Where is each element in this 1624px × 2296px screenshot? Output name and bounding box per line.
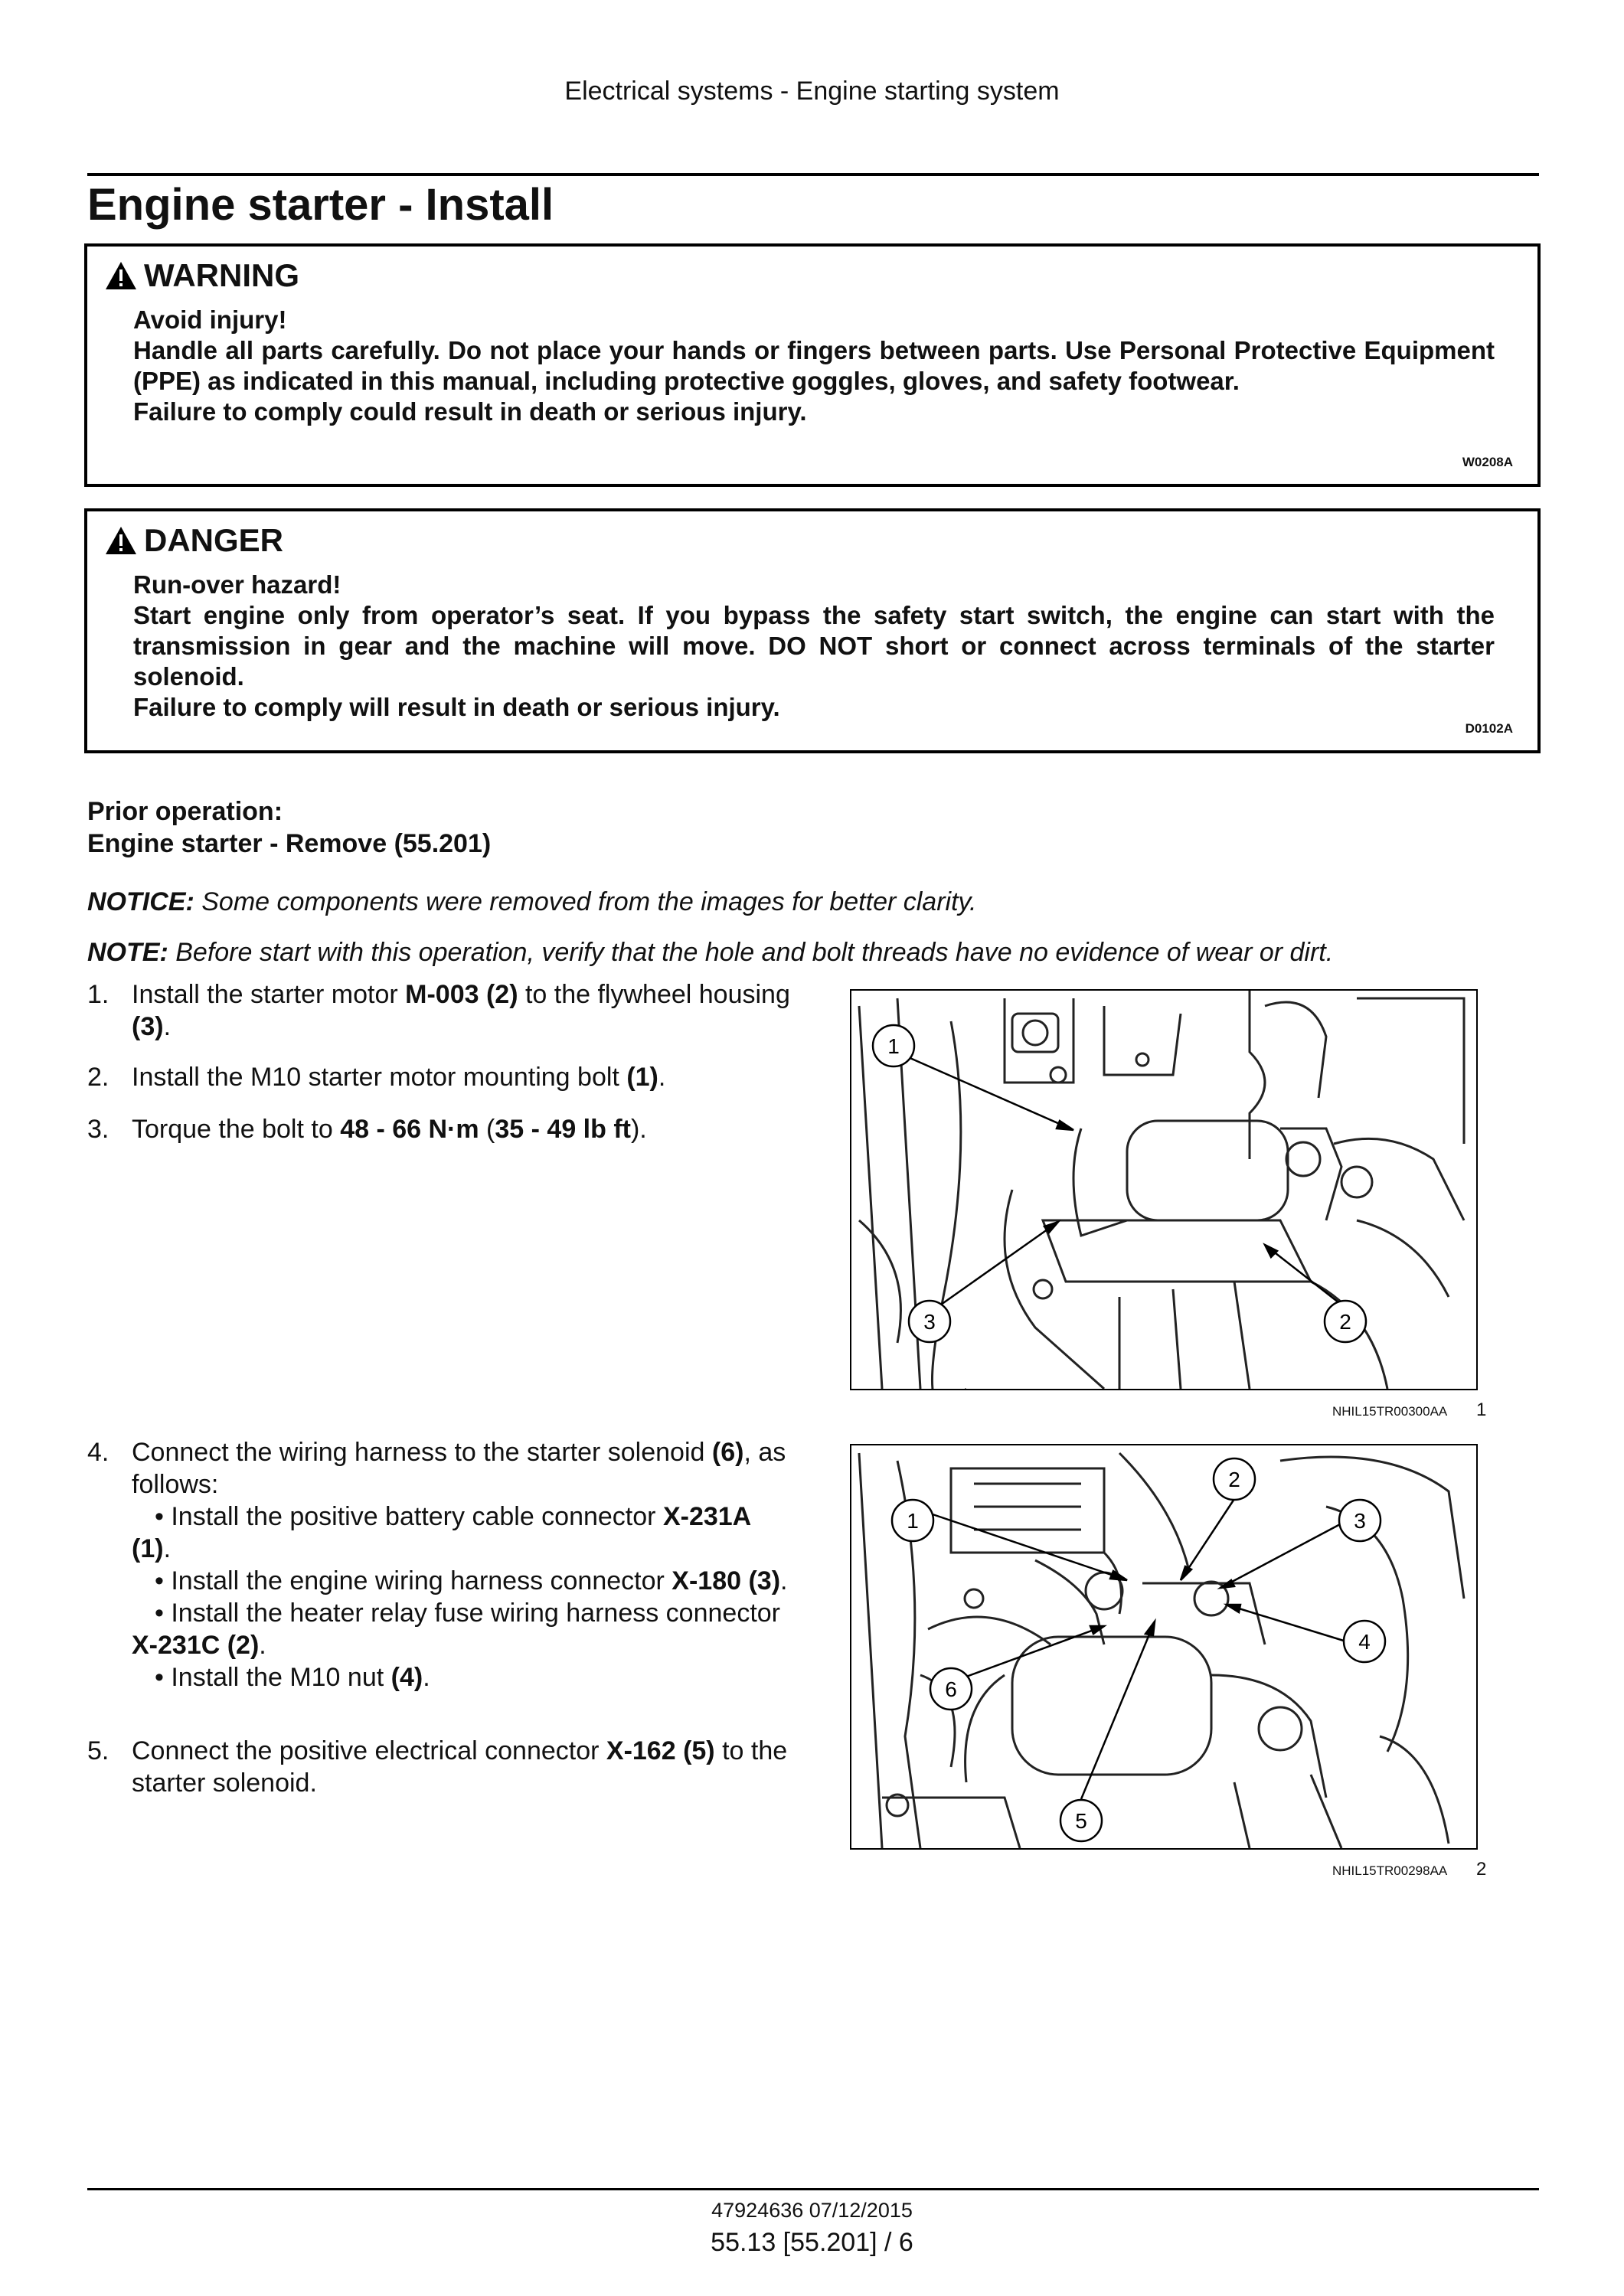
torque-value: 48 - 66 N·m bbox=[340, 1115, 479, 1144]
callout-1: 1 bbox=[887, 1034, 900, 1058]
step-2 bbox=[87, 1061, 792, 1093]
note-paragraph bbox=[87, 937, 1333, 968]
step-4 bbox=[87, 1436, 792, 1693]
step-text: Connect the wiring harness to the starter solenoid bbox=[132, 1438, 712, 1467]
danger-box bbox=[84, 508, 1541, 753]
step-text: . bbox=[423, 1663, 430, 1692]
part-ref: M-003 (2) bbox=[405, 980, 518, 1009]
step-3 bbox=[87, 1113, 792, 1145]
danger-text bbox=[133, 570, 1495, 723]
part-ref: (1) bbox=[626, 1063, 658, 1092]
step-text: ( bbox=[479, 1115, 495, 1144]
warning-line-3: Failure to comply could result in death or serious injury. bbox=[133, 397, 807, 426]
part-ref: (6) bbox=[711, 1438, 744, 1467]
callout-2: 2 bbox=[1228, 1468, 1240, 1491]
step-text: . bbox=[163, 1012, 172, 1041]
figure-2-number: 2 bbox=[1476, 1859, 1487, 1880]
warning-triangle-icon bbox=[104, 260, 138, 291]
step-text: . bbox=[163, 1534, 172, 1563]
step-text: Torque the bolt to bbox=[132, 1115, 341, 1144]
footer-rule bbox=[87, 2188, 1539, 2190]
step-4-bullet-3 bbox=[132, 1597, 792, 1661]
warning-box bbox=[84, 243, 1541, 487]
footer-page-number: 55.13 [55.201] / 6 bbox=[711, 2228, 913, 2257]
step-number: 4. bbox=[87, 1438, 109, 1467]
danger-heading-text: DANGER bbox=[144, 522, 284, 558]
callout-5: 5 bbox=[1075, 1809, 1087, 1833]
torque-value-imperial: 35 - 49 lb ft bbox=[495, 1115, 631, 1144]
part-ref: X-231A (1) bbox=[132, 1502, 750, 1563]
part-ref: (3) bbox=[132, 1012, 164, 1041]
danger-line-2: Start engine only from operator’s seat. If you bypass the safety start switch, the engine can start with the transmission in gear and the machine will move. DO NOT short or connect across terminals of the starter solenoid. bbox=[133, 601, 1495, 691]
note-text: Before start with this operation, verify that the hole and bolt threads have no evidence of wear or dirt. bbox=[168, 938, 1334, 967]
running-header: Electrical systems - Engine starting system bbox=[564, 77, 1060, 106]
warning-line-2: Handle all parts carefully. Do not place your hands or fingers between parts. Use Personal Protective Equipment (PPE) as indicated in this manual, including protective goggles, gloves, and safety footwear. bbox=[133, 336, 1495, 395]
step-number: 1. bbox=[87, 980, 109, 1009]
page-title: Engine starter - Install bbox=[87, 180, 554, 230]
step-text: to the flywheel housing bbox=[518, 980, 790, 1009]
figure-1 bbox=[850, 989, 1478, 1390]
danger-code: D0102A bbox=[1465, 721, 1513, 736]
step-text: • Install the engine wiring harness connector bbox=[155, 1566, 672, 1595]
figure-2 bbox=[850, 1444, 1478, 1850]
note-label: NOTE: bbox=[87, 938, 168, 967]
part-ref: (4) bbox=[390, 1663, 423, 1692]
figure-2-illustration bbox=[851, 1445, 1476, 1848]
notice-text: Some components were removed from the images for better clarity. bbox=[194, 887, 977, 916]
prior-operation-link[interactable]: Engine starter - Remove (55.201) bbox=[87, 829, 492, 858]
callout-6: 6 bbox=[945, 1677, 957, 1701]
step-number: 5. bbox=[87, 1736, 109, 1765]
part-ref: X-231C (2) bbox=[132, 1631, 260, 1660]
step-text: . bbox=[658, 1063, 666, 1092]
prior-operation-label: Prior operation: bbox=[87, 797, 283, 826]
callout-4: 4 bbox=[1358, 1630, 1371, 1654]
notice-paragraph bbox=[87, 887, 976, 917]
step-1 bbox=[87, 978, 792, 1043]
callout-1: 1 bbox=[907, 1509, 919, 1533]
step-4-bullet-1 bbox=[132, 1501, 792, 1565]
step-text: , as follows: bbox=[132, 1438, 786, 1499]
step-5 bbox=[87, 1735, 792, 1799]
part-ref: X-162 (5) bbox=[606, 1736, 715, 1765]
step-text: • Install the positive battery cable connector bbox=[155, 1502, 663, 1531]
footer-doc-id: 47924636 07/12/2015 bbox=[711, 2199, 913, 2222]
warning-line-1: Avoid injury! bbox=[133, 305, 287, 334]
step-4-bullet-2 bbox=[132, 1565, 792, 1597]
step-text: Connect the positive electrical connector bbox=[132, 1736, 606, 1765]
step-text: • Install the heater relay fuse wiring harness connector bbox=[155, 1599, 780, 1628]
step-text: ). bbox=[630, 1115, 647, 1144]
step-text: • Install the M10 nut bbox=[155, 1663, 391, 1692]
step-text: . bbox=[780, 1566, 788, 1595]
step-text: Install the M10 starter motor mounting bolt bbox=[132, 1063, 627, 1092]
header-rule bbox=[87, 173, 1539, 176]
step-text: . bbox=[259, 1631, 266, 1660]
danger-heading bbox=[104, 522, 283, 559]
figure-1-illustration bbox=[851, 991, 1476, 1389]
callout-2: 2 bbox=[1339, 1310, 1351, 1334]
figure-1-caption: NHIL15TR00300AA bbox=[1332, 1404, 1448, 1419]
warning-text bbox=[133, 305, 1495, 427]
notice-label: NOTICE: bbox=[87, 887, 194, 916]
step-text: to the starter solenoid. bbox=[132, 1736, 788, 1798]
warning-triangle-icon bbox=[104, 525, 138, 556]
step-4-bullet-4 bbox=[132, 1661, 792, 1693]
part-ref: X-180 (3) bbox=[671, 1566, 781, 1595]
step-number: 2. bbox=[87, 1063, 109, 1092]
danger-line-1: Run-over hazard! bbox=[133, 570, 341, 599]
danger-line-3: Failure to comply will result in death or serious injury. bbox=[133, 693, 780, 721]
callout-3: 3 bbox=[1354, 1509, 1366, 1533]
step-4-intro bbox=[132, 1436, 792, 1501]
figure-2-caption: NHIL15TR00298AA bbox=[1332, 1863, 1448, 1878]
warning-code: W0208A bbox=[1462, 455, 1513, 469]
figure-1-number: 1 bbox=[1476, 1399, 1487, 1420]
warning-heading bbox=[104, 257, 299, 294]
warning-heading-text: WARNING bbox=[144, 257, 299, 293]
step-number: 3. bbox=[87, 1115, 109, 1144]
step-text: Install the starter motor bbox=[132, 980, 406, 1009]
callout-3: 3 bbox=[923, 1310, 936, 1334]
